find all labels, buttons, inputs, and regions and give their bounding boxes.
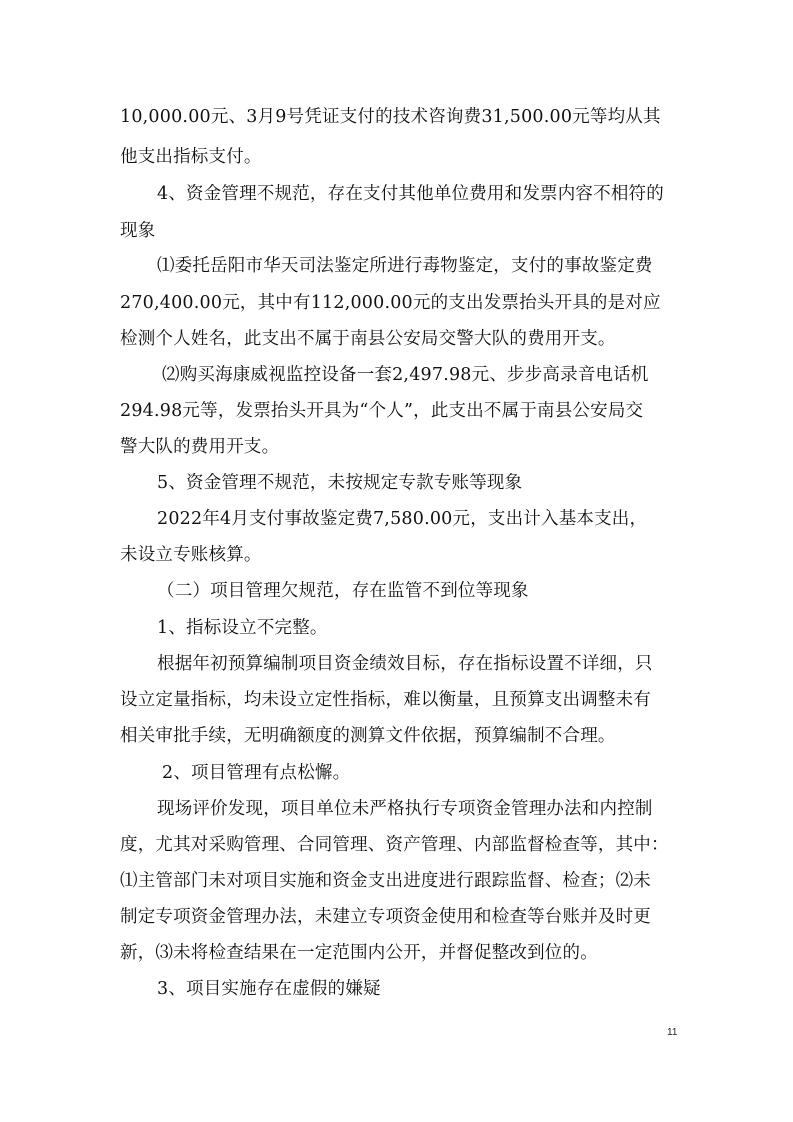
text-line: 10,000.00元、3月9号凭证支付的技术咨询费31,500.00元等均从其 (120, 107, 661, 127)
text-line: 警大队的费用开支。 (120, 437, 280, 457)
text-line: 制定专项资金管理办法，未建立专项资金使用和检查等台账并及时更 (120, 907, 651, 927)
text-line: 他支出指标支付。 (120, 147, 262, 167)
text-line: 新，⑶未将检查结果在一定范围内公开，并督促整改到位的。 (120, 943, 598, 963)
page-number: 11 (667, 1027, 678, 1038)
text-line: ⑴主管部门未对项目实施和资金支出进度进行跟踪监督、检查；⑵未 (120, 871, 651, 891)
text-line: ⑵购买海康威视监控设备一套2,497.98元、步步高录音电话机 (162, 365, 649, 385)
text-line: 未设立专账核算。 (120, 545, 262, 565)
text-line: 设立定量指标，均未设立定性指标，难以衡量，且预算支出调整未有 (120, 690, 651, 710)
section-heading: 1、指标设立不完整。 (157, 618, 328, 638)
text-line: 检测个人姓名，此支出不属于南县公安局交警大队的费用开支。 (120, 329, 616, 349)
section-heading: 3、项目实施存在虚假的嫌疑 (157, 979, 381, 999)
text-line: 度，尤其对采购管理、合同管理、资产管理、内部监督检查等，其中： (120, 835, 669, 855)
text-line: ⑴委托岳阳市华天司法鉴定所进行毒物鉴定，支付的事故鉴定费 (157, 256, 653, 276)
text-line: 294.98元等，发票抬头开具为“个人”，此支出不属于南县公安局交 (120, 401, 644, 421)
text-line: 现场评价发现，项目单位未严格执行专项资金管理办法和内控制 (157, 799, 653, 819)
text-line: 2022年4月支付事故鉴定费7,580.00元，支出计入基本支出， (157, 509, 648, 529)
text-line: 相关审批手续，无明确额度的测算文件依据，预算编制不合理。 (120, 726, 616, 746)
section-heading: 2、项目管理有点松懈。 (162, 763, 351, 783)
text-line: 根据年初预算编制项目资金绩效目标，存在指标设置不详细，只 (157, 654, 653, 674)
text-line: 现象 (120, 221, 156, 241)
section-heading: 5、资金管理不规范，未按规定专款专账等现象 (157, 473, 523, 493)
text-line: 270,400.00元，其中有112,000.00元的支出发票抬头开具的是对应 (120, 293, 661, 313)
section-heading: 4、资金管理不规范，存在支付其他单位费用和发票内容不相符的 (157, 184, 664, 204)
section-heading: （二）项目管理欠规范，存在监管不到位等现象 (157, 581, 529, 601)
